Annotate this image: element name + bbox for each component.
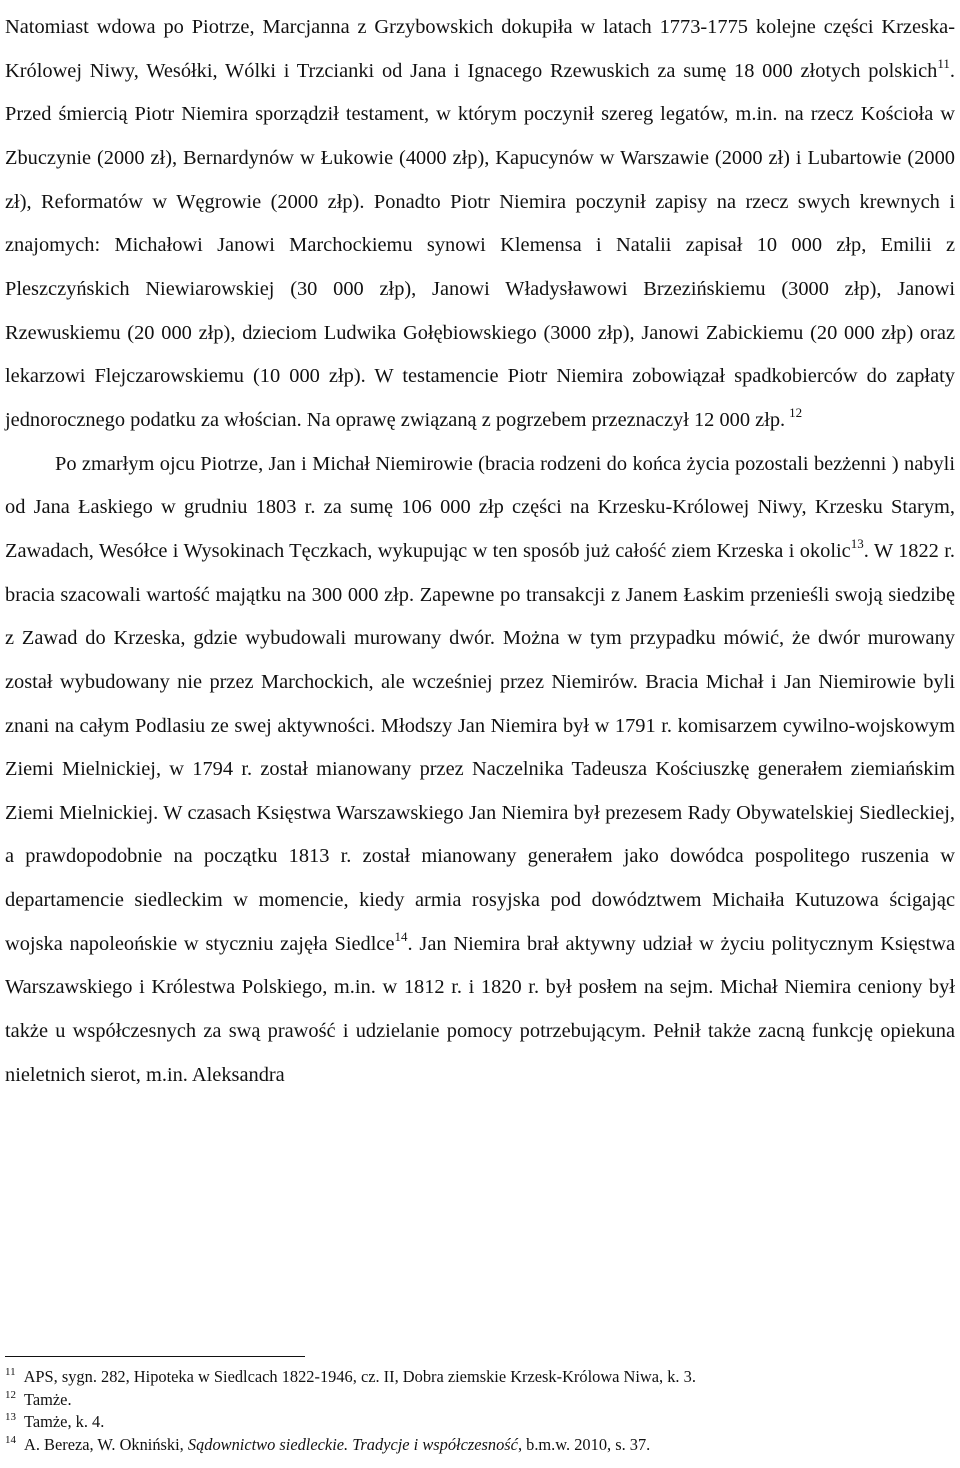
footnote-ref-13[interactable]: 13 — [850, 535, 864, 551]
footnote-book-title: Sądownictwo siedleckie. Tradycje i współczesność — [187, 1434, 518, 1454]
footnote-text-before: A. Bereza, W. Okniński, — [24, 1434, 188, 1454]
footnote-number: 13 — [5, 1411, 16, 1423]
footnote-11 — [5, 1366, 955, 1389]
footnote-separator — [5, 1356, 305, 1357]
paragraph-2-text-c: . Jan Niemira brał aktywny udział w życiu politycznym Księstwa Warszawskiego i Królestwa Polskiego, m.in. w 1812 r. i 1820 r. był posłem na sejm. Michał Niemira ceniony był także u współczesnych za swą prawość i udzielanie pomocy potrzebującym. Pełnił także zacną funkcję opiekuna nieletnich sierot, m.in. Aleksandra — [5, 932, 955, 1086]
footnote-text-after: , b.m.w. 2010, s. 37. — [517, 1434, 651, 1454]
footnote-ref-14[interactable]: 14 — [394, 928, 408, 944]
footnotes-section — [5, 1366, 955, 1456]
footnote-13 — [5, 1411, 955, 1434]
footnote-ref-11[interactable]: 11 — [937, 55, 950, 71]
footnote-text: Tamże, k. 4. — [24, 1412, 105, 1431]
footnote-text: Tamże. — [24, 1389, 72, 1409]
footnote-number: 12 — [5, 1388, 16, 1401]
footnote-ref-12[interactable]: 12 — [789, 404, 803, 420]
paragraph-1-text-a: Natomiast wdowa po Piotrze, Marcjanna z Grzybowskich dokupiła w latach 1773-1775 kolejne części Krzeska- Królowej Niwy, Wesółki, Wólki i Trzcianki od Jana i Ignacego Rzewuskich za sumę 18 000 złotych polskich — [5, 16, 955, 82]
paragraph-2-text-a: Po zmarłym ojcu Piotrze, Jan i Michał Niemirowie (bracia rodzeni do końca życia pozostali bezżenni ) nabyli od Jana Łaskiego w grudniu 1803 r. za sumę 106 000 złp części na Krzesku-Królowej Niwy, Krzesku Starym, Zawadach, Wesółce i Wysokinach Tęczkach, wykupując w ten sposób już całość ziem Krzeska i okolic — [5, 452, 955, 562]
paragraph-1-text-b: . Przed śmiercią Piotr Niemira sporządził testament, w którym poczynił szereg legatów, m.in. na rzecz Kościoła w Zbuczynie (2000 zł), Bernardynów w Łukowie (4000 złp), Kapucynów w Warszawie (2000 zł) i Lubartowie (2000 zł), Reformatów w Węgrowie (2000 złp). Ponadto Piotr Niemira poczynił zapisy na rzecz swych krewnych i znajomych: Michałowi Janowi Marchockiemu synowi Klemensa i Natalii zapisał 10 000 złp, Emilii z Pleszczyńskich Niewiarowskiej (30 000 złp), Janowi Władysławowi Brzezińskiemu (3000 złp), Janowi Rzewuskiemu (20 000 złp), dzieciom Ludwika Gołębiowskiego (3000 złp), Janowi Zabickiemu (20 000 złp) oraz lekarzowi Flejczarowskiemu (10 000 złp). W testamencie Piotr Niemira zobowiązał spadkobierców do zapłaty jednorocznego podatku za włościan. Na oprawę związaną z pogrzebem przeznaczył 12 000 złp. — [5, 59, 955, 431]
paragraph-2-text-b: . W 1822 r. bracia szacowali wartość majątku na 300 000 złp. Zapewne po transakcji z Janem Łaskim przenieśli swoją siedzibę z Zawad do Krzeska, gdzie wybudowali murowany dwór. Można w tym przypadku mówić, że dwór murowany został wybudowany nie przez Marchockich, ale wcześniej przez Niemirów. Bracia Michał i Jan Niemirowie byli znani na całym Podlasiu ze swej aktywności. Młodszy Jan Niemira był w 1791 r. komisarzem cywilno-wojskowym Ziemi Mielnickiej, w 1794 r. został mianowany przez Naczelnika Tadeusza Kościuszkę generałem ziemiańskim Ziemi Mielnickiej. W czasach Księstwa Warszawskiego Jan Niemira był prezesem Rady Obywatelskiej Siedleckiej, a prawdopodobnie na początku 1813 r. został mianowany generałem jako dowódca pospolitego ruszenia w departamencie siedleckim w momencie, kiedy armia rosyjska pod dowództwem Michaiła Kutuzowa ścigając wojska napoleońskie w styczniu zajęła Siedlce — [5, 539, 955, 955]
footnote-14 — [5, 1434, 955, 1457]
footnote-number: 14 — [5, 1433, 16, 1446]
footnote-12 — [5, 1389, 955, 1412]
body-paragraph-2 — [5, 443, 955, 1098]
body-paragraph-1 — [5, 6, 955, 443]
footnote-text: APS, sygn. 282, Hipoteka w Siedlcach 1822-1946, cz. II, Dobra ziemskie Krzesk-Królowa Niwa, k. 3. — [23, 1367, 696, 1386]
footnote-number: 11 — [5, 1366, 16, 1378]
